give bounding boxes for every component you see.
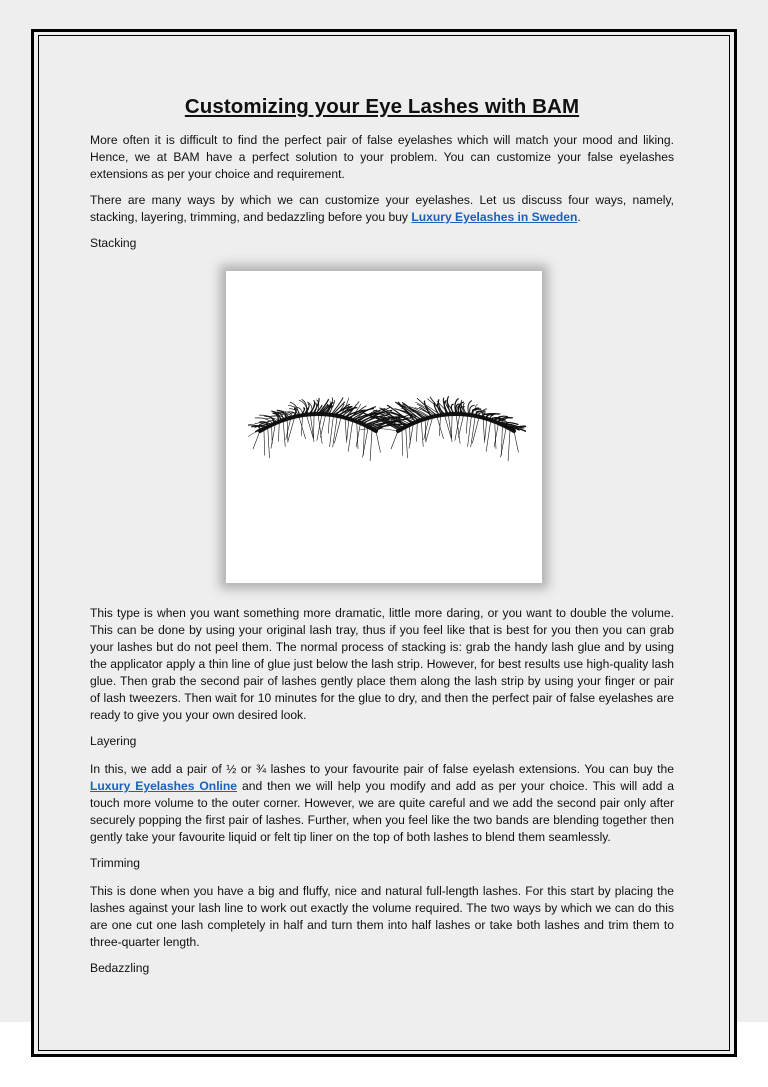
trimming-paragraph: This is done when you have a big and fluffy, nice and natural full-length lashes. For this start by placing the lashes against your lash line to work out exactly the volume required. The two ways by which we can do this are one cut one lash completely in half and turn them into half lashes or take both lashes and trim them to three-quarter length.: [90, 884, 674, 949]
intro-paragraph: More often it is difficult to find the perfect pair of false eyelashes which will match your mood and liking. Hence, we at BAM have a perfect solution to your problem. You can customize your false eyelashes extensions as per your choice and requirement.: [90, 133, 674, 181]
eyelashes-image-container: [90, 263, 674, 591]
ways-paragraph-end: .: [577, 210, 581, 224]
layering-heading: Layering: [90, 734, 137, 748]
ways-paragraph: [90, 192, 674, 226]
document-content: [90, 92, 674, 988]
false-eyelashes-illustration: [248, 365, 526, 475]
luxury-eyelashes-sweden-link[interactable]: Luxury Eyelashes in Sweden: [411, 210, 578, 224]
layering-paragraph: [90, 761, 674, 846]
stacking-heading: Stacking: [90, 236, 137, 250]
document-title: Customizing your Eye Lashes with BAM: [184, 95, 580, 118]
eyelashes-image: [226, 271, 542, 583]
luxury-eyelashes-online-link[interactable]: Luxury Eyelashes Online: [90, 779, 238, 793]
trimming-heading: Trimming: [90, 856, 140, 870]
stacking-paragraph: This type is when you want something more dramatic, little more daring, or you want to double the volume. This can be done by using your original lash tray, thus if you feel like that is best for you then you can grab your lashes but do not peel them. The normal process of stacking is: grab the handy lash glue and by using the applicator apply a thin line of glue just below the lash strip. However, for best results use high-quality lash glue. Then grab the second pair of lashes gently place them along the lash strip by using your finger or pair of lash tweezers. Then wait for 10 minutes for the glue to dry, and then the perfect pair of false eyelashes are ready to give you your own desired look.: [90, 606, 674, 722]
bedazzling-heading: Bedazzling: [90, 961, 150, 975]
right-eyelash-shape: [361, 397, 527, 461]
layering-text-before: In this, we add a pair of ½ or ¾ lashes to your favourite pair of false eyelash extensions. You can buy the: [90, 762, 674, 776]
layering-text-after: and then we will help you modify and add as per your choice. This will add a touch more volume to the outer corner. However, we are quite careful and we add the second pair only after securely popping the first pair of lashes. Further, when you feel like the two bands are blending together then gently take your favourite liquid or felt tip liner on the top of both lashes to blend them seamlessly.: [90, 779, 674, 844]
ways-paragraph-text: There are many ways by which we can customize your eyelashes. Let us discuss four ways, namely, stacking, layering, trimming, and bedazzling before you buy: [90, 193, 674, 224]
